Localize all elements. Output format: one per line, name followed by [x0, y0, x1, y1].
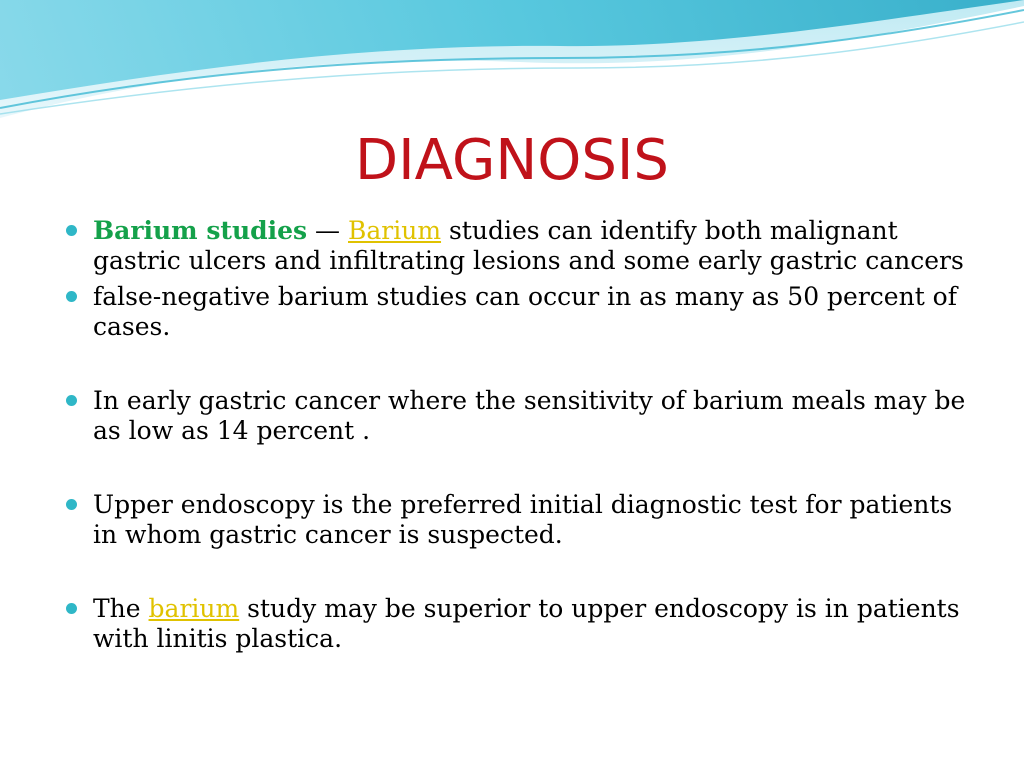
wave-decoration-icon — [0, 0, 1024, 130]
barium-link[interactable]: barium — [148, 594, 240, 623]
bullet-item — [66, 216, 966, 276]
bullet-lead-text: Barium studies — [93, 216, 308, 245]
bullet-text: false-negative barium studies can occur in as many as 50 percent of cases. — [93, 282, 957, 341]
bullet-text: studies can identify both malignant gastric ulcers and infiltrating lesions and some early gastric cancers — [93, 216, 964, 275]
bullet-list — [66, 216, 966, 654]
barium-link[interactable]: Barium — [348, 216, 442, 245]
round-bullet-icon — [66, 395, 77, 406]
round-bullet-icon — [66, 225, 77, 236]
bullet-pre-text: The — [93, 594, 149, 623]
em-dash: — — [307, 216, 348, 245]
bullet-text: study may be superior to upper endoscopy is in patients with linitis plastica. — [93, 594, 960, 653]
bullet-item — [66, 386, 966, 446]
bullet-text: In early gastric cancer where the sensitivity of barium meals may be as low as 14 percent . — [93, 386, 966, 445]
bullet-text: Upper endoscopy is the preferred initial diagnostic test for patients in whom gastric cancer is suspected. — [93, 490, 953, 549]
round-bullet-icon — [66, 291, 77, 302]
bullet-item — [66, 594, 966, 654]
round-bullet-icon — [66, 499, 77, 510]
round-bullet-icon — [66, 603, 77, 614]
bullet-item — [66, 490, 966, 550]
bullet-item — [66, 282, 966, 342]
slide-title: DIAGNOSIS — [355, 128, 669, 193]
